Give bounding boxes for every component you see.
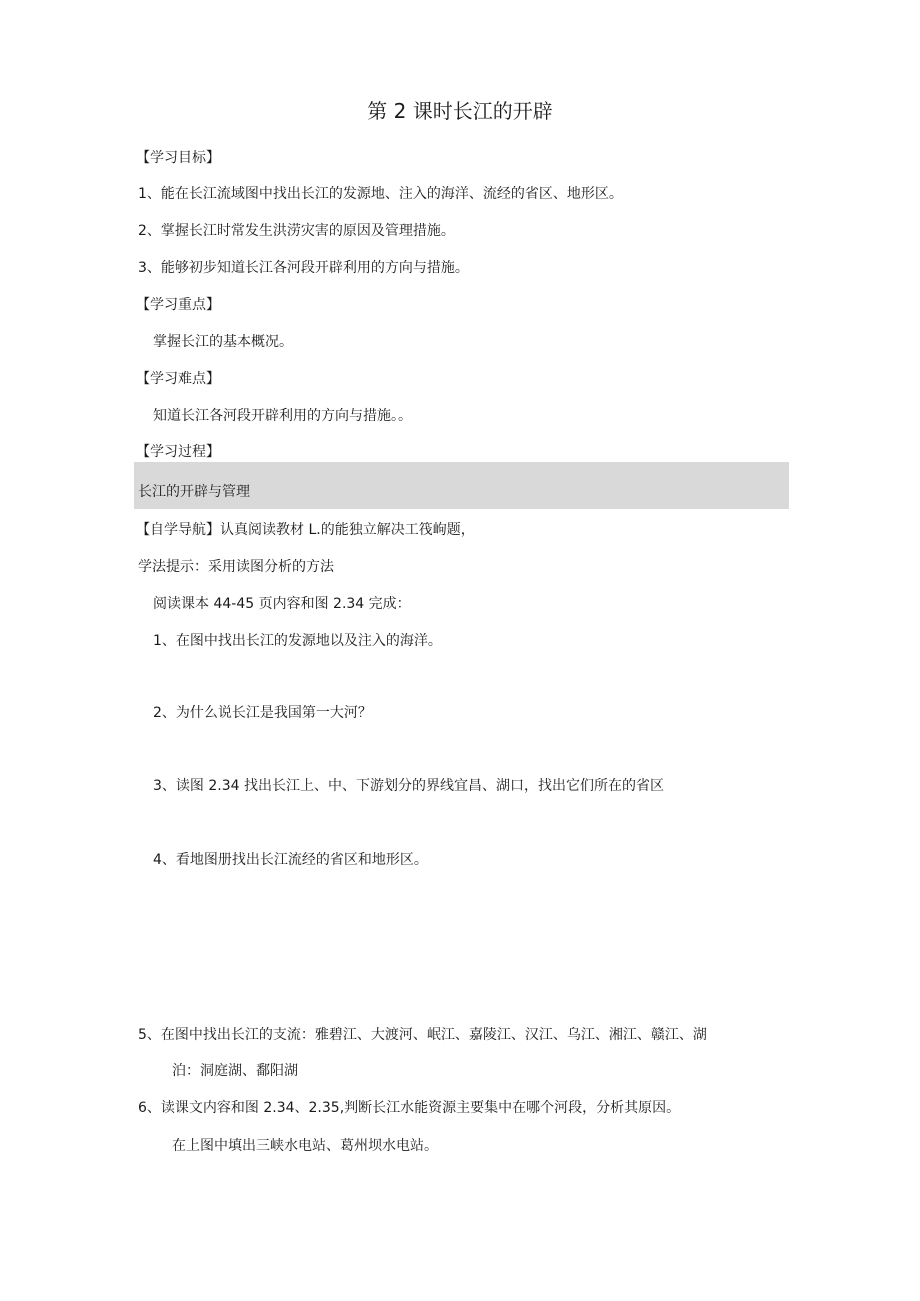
question-5-line-1: 5、在图中找出长江的支流：雅碧江、大渡河、岷江、嘉陵江、汉江、乌江、湘江、赣江、湖	[138, 1027, 707, 1043]
goals-header: 【学习目标】	[136, 150, 220, 166]
difficulties-header: 【学习难点】	[136, 371, 220, 387]
difficulties-text: 知道长江各河段开辟利用的方向与措施。。	[153, 408, 412, 424]
question-6: 6、读课文内容和图 2.34、2.35,判断长江水能资源主要集中在哪个河段，分析其原因。	[138, 1100, 681, 1116]
study-method: 学法提示：采用读图分析的方法	[138, 559, 334, 575]
self-study-intro: 【自学导航】认真阅读教材 L.的能独立解决工筏岣题，	[136, 522, 475, 538]
question-2: 2、为什么说长江是我国第一大河？	[153, 705, 372, 721]
goal-item-1: 1、能在长江流域图中找出长江的发源地、注入的海洋、流经的省区、地形区。	[138, 186, 623, 202]
goal-item-3: 3、能够初步知道长江各河段开辟利用的方向与措施。	[138, 260, 469, 276]
question-6-subtask: 在上图中填出三峡水电站、葛州坝水电站。	[172, 1138, 438, 1154]
question-4: 4、看地图册找出长江流经的省区和地形区。	[153, 852, 428, 868]
question-3: 3、读图 2.34 找出长江上、中、下游划分的界线宜昌、湖口，找出它们所在的省区	[153, 778, 664, 794]
page-title: 第 2 课时长江的开辟	[367, 99, 553, 123]
key-points-text: 掌握长江的基本概况。	[153, 334, 293, 350]
question-5-line-2: 泊：洞庭湖、鄱阳湖	[172, 1063, 298, 1079]
goal-item-2: 2、掌握长江时常发生洪涝灾害的原因及管理措施。	[138, 223, 455, 239]
reading-instruction: 阅读课本 44-45 页内容和图 2.34 完成：	[153, 596, 411, 612]
section-band	[134, 462, 789, 509]
question-1: 1、在图中找出长江的发源地以及注入的海洋。	[153, 633, 442, 649]
key-points-header: 【学习重点】	[136, 297, 220, 313]
process-header: 【学习过程】	[136, 444, 220, 460]
section-band-title: 长江的开辟与管理	[138, 484, 250, 500]
